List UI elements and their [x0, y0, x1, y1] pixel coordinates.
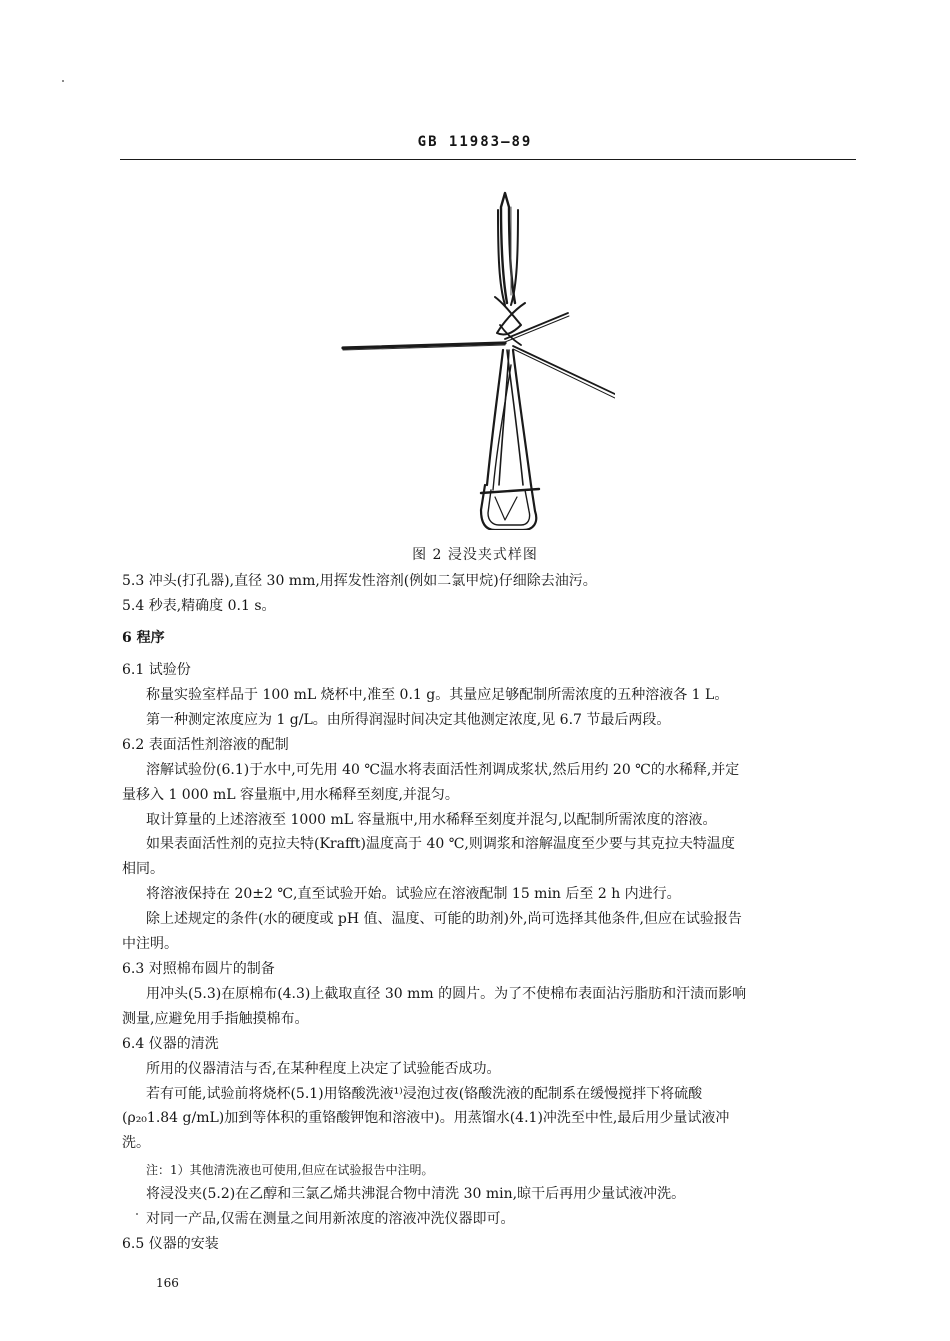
text-line: 量移入 1 000 mL 容量瓶中,用水稀释至刻度,并混匀。: [122, 787, 459, 803]
text-line: 将溶液保持在 20±2 ℃,直至试验开始。试验应在溶液配制 15 min 后至 2 h 内进行。: [146, 886, 681, 902]
text-line: 相同。: [122, 861, 164, 877]
figure-caption: 图 2 浸没夹式样图: [412, 547, 538, 563]
text-line: 洗。: [122, 1135, 150, 1151]
text-line: 用冲头(5.3)在原棉布(4.3)上截取直径 30 mm 的圆片。为了不使棉布表面沾污脂肪和汗渍而影响: [146, 986, 747, 1002]
page-header-code: GB 11983—89: [417, 134, 533, 150]
subsection-heading: 6.1 试验份: [122, 662, 191, 678]
footnote: 注：1）其他清洗液也可使用,但应在试验报告中注明。: [146, 1163, 434, 1177]
text-line: 除上述规定的条件(水的硬度或 pH 值、温度、可能的助剂)外,尚可选择其他条件,但应在试验报告: [146, 911, 742, 927]
text-line: 第一种测定浓度应为 1 g/L。由所得润湿时间决定其他测定浓度,见 6.7 节最后两段。: [146, 712, 671, 728]
text-line: 5.3 冲头(打孔器),直径 30 mm,用挥发性溶剂(例如二氯甲烷)仔细除去油污。: [122, 573, 597, 589]
text-line: 将浸没夹(5.2)在乙醇和三氯乙烯共沸混合物中清洗 30 min,晾干后再用少量试液冲洗。: [146, 1186, 686, 1202]
text-line: 如果表面活性剂的克拉夫特(Krafft)温度高于 40 ℃,则调浆和溶解温度至少要与其克拉夫特温度: [146, 836, 735, 852]
text-line: 5.4 秒表,精确度 0.1 s。: [122, 598, 276, 614]
scan-speck: [136, 1213, 138, 1215]
text-line: (ρ₂₀1.84 g/mL)加到等体积的重铬酸钾饱和溶液中)。用蒸馏水(4.1)冲洗至中性,最后用少量试液冲: [122, 1110, 730, 1126]
text-line: 所用的仪器清洁与否,在某种程度上决定了试验能否成功。: [146, 1061, 501, 1077]
scan-speck: [62, 80, 64, 82]
text-line: 对同一产品,仅需在测量之间用新浓度的溶液冲洗仪器即可。: [146, 1211, 515, 1227]
subsection-heading: 6.5 仪器的安装: [122, 1236, 219, 1252]
subsection-heading: 6.3 对照棉布圆片的制备: [122, 961, 275, 977]
subsection-heading: 6.2 表面活性剂溶液的配制: [122, 737, 289, 753]
text-line: 测量,应避免用手指触摸棉布。: [122, 1011, 309, 1027]
text-line: 取计算量的上述溶液至 1000 mL 容量瓶中,用水稀释至刻度并混匀,以配制所需浓度的溶液。: [146, 812, 717, 828]
text-line: 称量实验室样品于 100 mL 烧杯中,准至 0.1 g。其量应足够配制所需浓度的五种溶液各 1 L。: [146, 687, 729, 703]
section-heading: 6 程序: [122, 630, 165, 646]
header-rule: [120, 159, 856, 160]
text-line: 溶解试验份(6.1)于水中,可先用 40 ℃温水将表面活性剂调成浆状,然后用约 20 ℃的水稀释,并定: [146, 762, 740, 778]
immersion-clip-figure: [335, 185, 615, 530]
page-number: 166: [156, 1276, 179, 1290]
text-line: 若有可能,试验前将烧杯(5.1)用铬酸洗液¹⁾浸泡过夜(铬酸洗液的配制系在缓慢搅拌下将硫酸: [146, 1086, 703, 1102]
text-line: 中注明。: [122, 936, 178, 952]
subsection-heading: 6.4 仪器的清洗: [122, 1036, 219, 1052]
